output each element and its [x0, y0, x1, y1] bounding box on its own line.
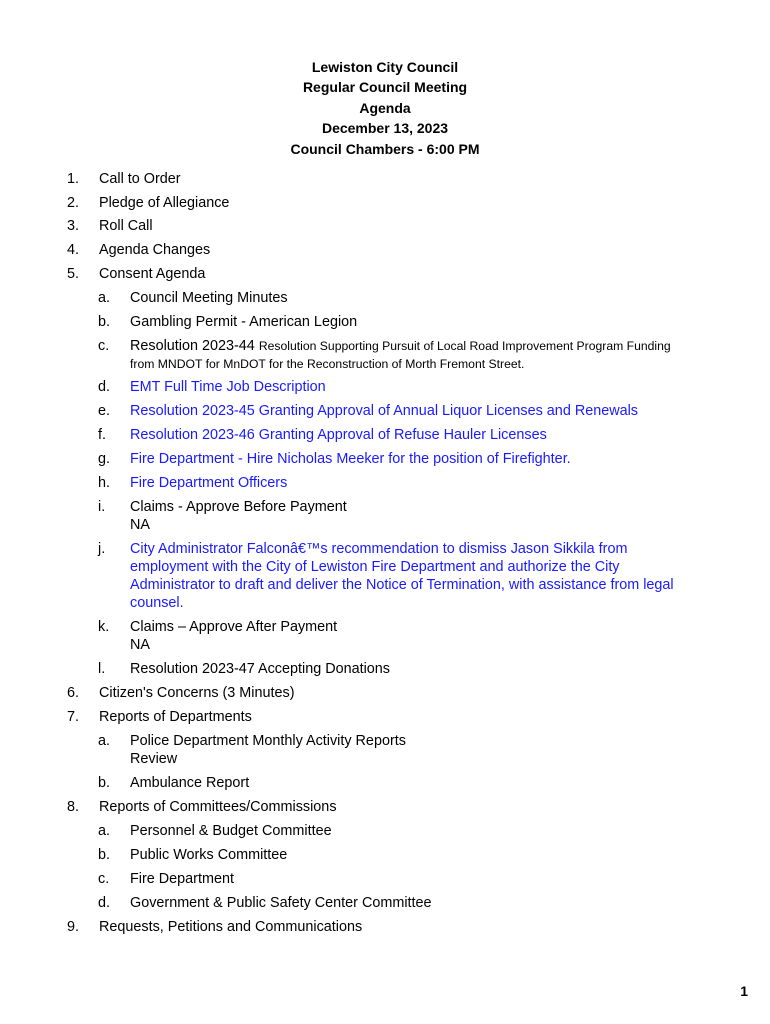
item-note: NA [130, 517, 150, 533]
council-name: Lewiston City Council [311, 59, 459, 75]
item-note: Review [130, 751, 178, 767]
meeting-type: Regular Council Meeting [302, 79, 468, 96]
document-title: Agenda [359, 99, 411, 116]
link-resolution-2023-46[interactable]: Resolution 2023-46 Granting Approval of Refuse Hauler Licenses [130, 427, 547, 443]
link-fire-department-officers[interactable]: Fire Department Officers [130, 475, 288, 491]
meeting-date: December 13, 2023 [321, 120, 449, 137]
link-hire-firefighter[interactable]: Fire Department - Hire Nicholas Meeker for the position of Firefighter. [130, 451, 571, 467]
item-note: NA [130, 637, 150, 653]
link-emt-job-description[interactable]: EMT Full Time Job Description [130, 379, 326, 395]
link-dismissal-recommendation[interactable]: City Administrator Falconâ€™s recommendation to dismiss Jason Sikkila from employment with the City of Lewiston Fire Department and authorize the City Administrator to draft and deliver the Notice of Termination, with assistance from legal counsel. [130, 541, 674, 611]
meeting-location-time: Council Chambers - 6:00 PM [290, 140, 480, 157]
link-resolution-2023-45[interactable]: Resolution 2023-45 Granting Approval of Annual Liquor Licenses and Renewals [130, 403, 639, 419]
agenda-page: Lewiston City Council Regular Council Meeting Agenda December 13, 2023 Council Chambers - 6:00 PM 1. Call to Order 2. Pledge of Allegiance 3. Roll Call 4. Agenda Changes 5. Consent Agenda a. Council Meeting Minutes b. Gambling Permit - American Legion c. Resolution 2023-44 Resolution Supporting Pursuit of Local Road Improvement Program Funding from MNDOT for MnDOT for the Reconstruction of Morth Fremont Street. d. EMT Full Time Job Description e. Resolution 2023-45 Granting Approval of Annual Liquor Licenses and Renewals f. Resolution 2023-46 Granting Approval of Refuse Hauler Licenses g. Fire Department - Hire Nicholas Meeker for the position of Firefighter. h. Fire Department Officers i. Claims - Approve Before Payment NA j. City Administrator Falconâ€™s recommendation to dismiss Jason Sikkila from employment with the City of Lewiston Fire Department and authorize the City Administrator to draft and deliver the Notice of Termination, with assistance from legal counsel. k. Claims – Approve After Payment NA l. Resolution 2023-47 Accepting Donations 6. Citizen's Concerns (3 Minutes) 7. Reports of Departments a. Police Department Monthly Activity Reports Review b. Ambulance Report 8. Reports of Committees/Commissions a. Personnel & Budget Committee b. Public Works Committee c. Fire Department d. Government & Public Safety Center Committee 9. Requests, Petitions and Communications 1 [0, 0, 770, 1024]
resolution-description: Resolution Supporting Pursuit of Local Road Improvement Program Funding from MNDOT for MnDOT for the Reconstruction of Morth Fremont Street. [130, 339, 671, 371]
resolution-number: Resolution 2023-44 [130, 338, 255, 354]
page-number: 1 [740, 983, 748, 999]
agenda-header [0, 57, 770, 159]
